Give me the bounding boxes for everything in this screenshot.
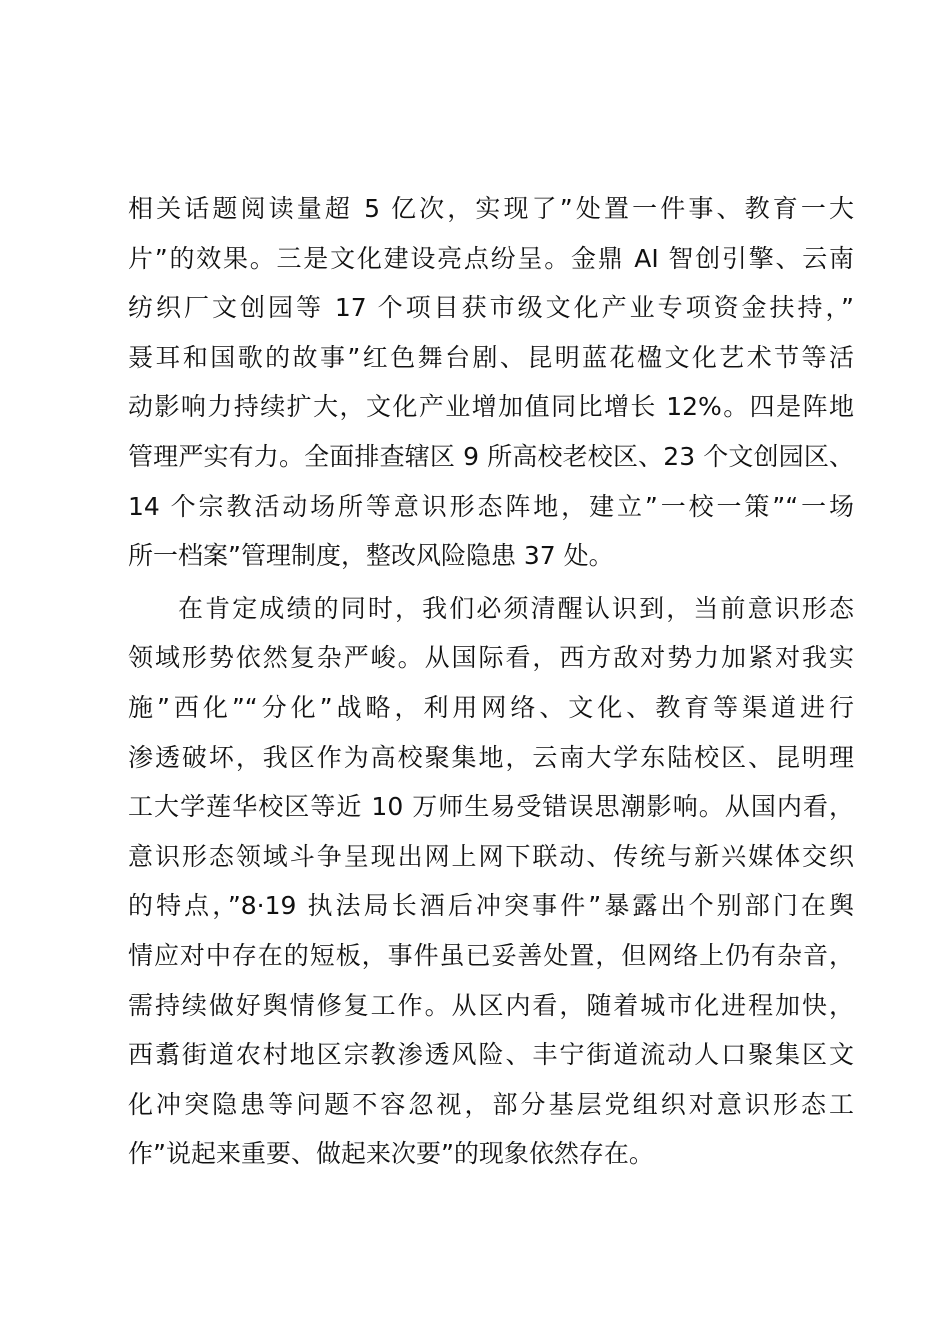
text-line: 意识形态领域斗争呈现出网上网下联动、传统与新兴媒体交织 <box>128 841 854 871</box>
text-line: 管理严实有力。全面排查辖区 9 所高校老校区、23 个文创园区、 <box>128 441 854 471</box>
document-body <box>128 184 854 1179</box>
text-line: 动影响力持续扩大，文化产业增加值同比增长 12%。四是阵地 <box>128 392 854 422</box>
text-line: 施”西化”“分化”战略，利用网络、文化、教育等渠道进行 <box>128 692 854 722</box>
text-line: 作”说起来重要、做起来次要”的现象依然存在。 <box>128 1139 654 1169</box>
text-line: 相关话题阅读量超 5 亿次，实现了”处置一件事、教育一大 <box>128 194 854 223</box>
text-line: 的特点，”8·19 执法局长酒后冲突事件”暴露出个别部门在舆 <box>128 891 854 921</box>
paragraph-situation <box>128 584 854 1179</box>
text-line: 渗透破坏，我区作为高校聚集地，云南大学东陆校区、昆明理 <box>128 742 854 772</box>
paragraph-achievements <box>128 184 854 581</box>
text-line: 西翥街道农村地区宗教渗透风险、丰宁街道流动人口聚集区文 <box>128 1040 854 1070</box>
text-line: 情应对中存在的短板，事件虽已妥善处置，但网络上仍有杂音， <box>128 940 854 970</box>
text-line: 聂耳和国歌的故事”红色舞台剧、昆明蓝花楹文化艺术节等活 <box>128 342 854 372</box>
text-line: 所一档案”管理制度，整改风险隐患 37 处。 <box>128 541 614 571</box>
text-line: 需持续做好舆情修复工作。从区内看，随着城市化进程加快， <box>128 990 854 1020</box>
text-line: 领域形势依然复杂严峻。从国际看，西方敌对势力加紧对我实 <box>128 643 854 673</box>
text-line: 化冲突隐患等问题不容忽视，部分基层党组织对意识形态工 <box>128 1089 854 1119</box>
text-line: 工大学莲华校区等近 10 万师生易受错误思潮影响。从国内看， <box>128 792 854 822</box>
text-line: 14 个宗教活动场所等意识形态阵地，建立”一校一策”“一场 <box>128 491 854 521</box>
text-line: 在肯定成绩的同时，我们必须清醒认识到，当前意识形态 <box>178 593 854 623</box>
text-line: 片”的效果。三是文化建设亮点纷呈。金鼎 AI 智创引擎、云南 <box>128 243 854 273</box>
text-line: 纺织厂文创园等 17 个项目获市级文化产业专项资金扶持，” <box>128 293 854 323</box>
